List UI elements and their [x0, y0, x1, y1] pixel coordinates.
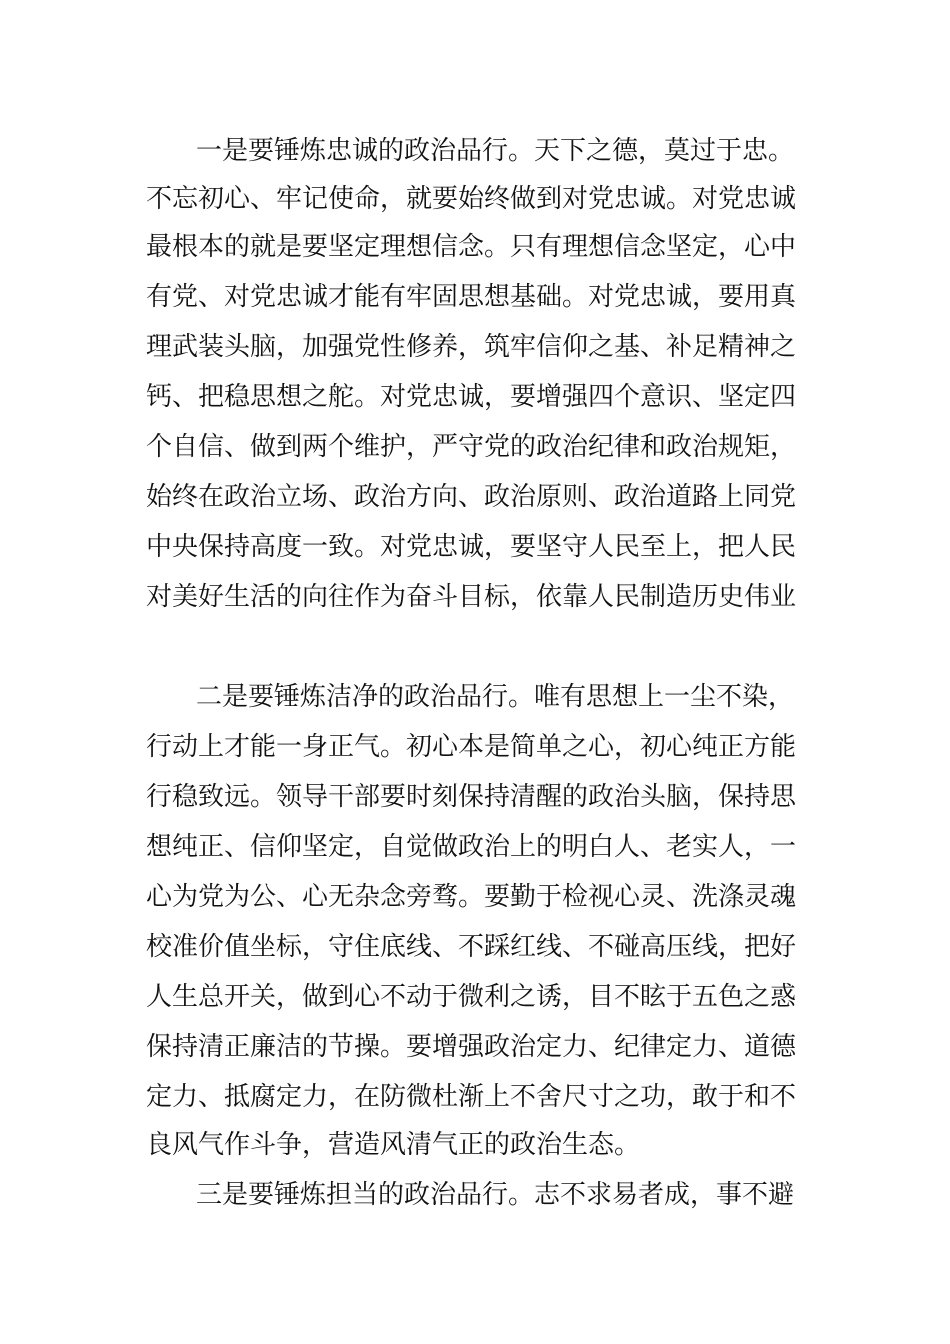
paragraph-1-line-9: 中央保持高度一致。对党忠诚，要坚守人民至上，把人民 — [146, 532, 797, 562]
paragraph-2-line-6: 校准价值坐标，守住底线、不踩红线、不碰高压线，把好 — [146, 932, 797, 962]
paragraph-1-line-6: 钙、把稳思想之舵。对党忠诚，要增强四个意识、坚定四 — [146, 382, 797, 412]
paragraph-2-line-5: 心为党为公、心无杂念旁骛。要勤于检视心灵、洗涤灵魂 — [146, 882, 797, 912]
paragraph-1-line-8: 始终在政治立场、政治方向、政治原则、政治道路上同党 — [146, 482, 797, 512]
paragraph-2-line-7: 人生总开关，做到心不动于微利之诱，目不眩于五色之惑 — [146, 982, 797, 1012]
paragraph-1-line-1: 一是要锤炼忠诚的政治品行。天下之德，莫过于忠。 — [196, 136, 795, 166]
paragraph-1-line-4: 有党、对党忠诚才能有牢固思想基础。对党忠诚，要用真 — [146, 282, 797, 312]
paragraph-2-line-4: 想纯正、信仰坚定，自觉做政治上的明白人、老实人，一 — [146, 832, 797, 862]
paragraph-1-line-3: 最根本的就是要坚定理想信念。只有理想信念坚定，心中 — [146, 232, 797, 262]
paragraph-2-line-9: 定力、抵腐定力，在防微杜渐上不舍尺寸之功，敢于和不 — [146, 1082, 797, 1112]
paragraph-3-line-1: 三是要锤炼担当的政治品行。志不求易者成，事不避 — [196, 1180, 795, 1210]
paragraph-1-line-5: 理武装头脑，加强党性修养，筑牢信仰之基、补足精神之 — [146, 332, 797, 362]
paragraph-2-line-8: 保持清正廉洁的节操。要增强政治定力、纪律定力、道德 — [146, 1032, 797, 1062]
paragraph-2-line-10: 良风气作斗争，营造风清气正的政治生态。 — [146, 1130, 641, 1160]
paragraph-1-line-10: 对美好生活的向往作为奋斗目标，依靠人民制造历史伟业 — [146, 582, 797, 612]
paragraph-2-line-3: 行稳致远。领导干部要时刻保持清醒的政治头脑，保持思 — [146, 782, 797, 812]
paragraph-1-line-7: 个自信、做到两个维护，严守党的政治纪律和政治规矩， — [146, 432, 797, 462]
paragraph-2-line-1: 二是要锤炼洁净的政治品行。唯有思想上一尘不染， — [196, 682, 795, 712]
paragraph-1-line-2: 不忘初心、牢记使命，就要始终做到对党忠诚。对党忠诚 — [146, 184, 797, 214]
paragraph-2-line-2: 行动上才能一身正气。初心本是简单之心，初心纯正方能 — [146, 732, 797, 762]
